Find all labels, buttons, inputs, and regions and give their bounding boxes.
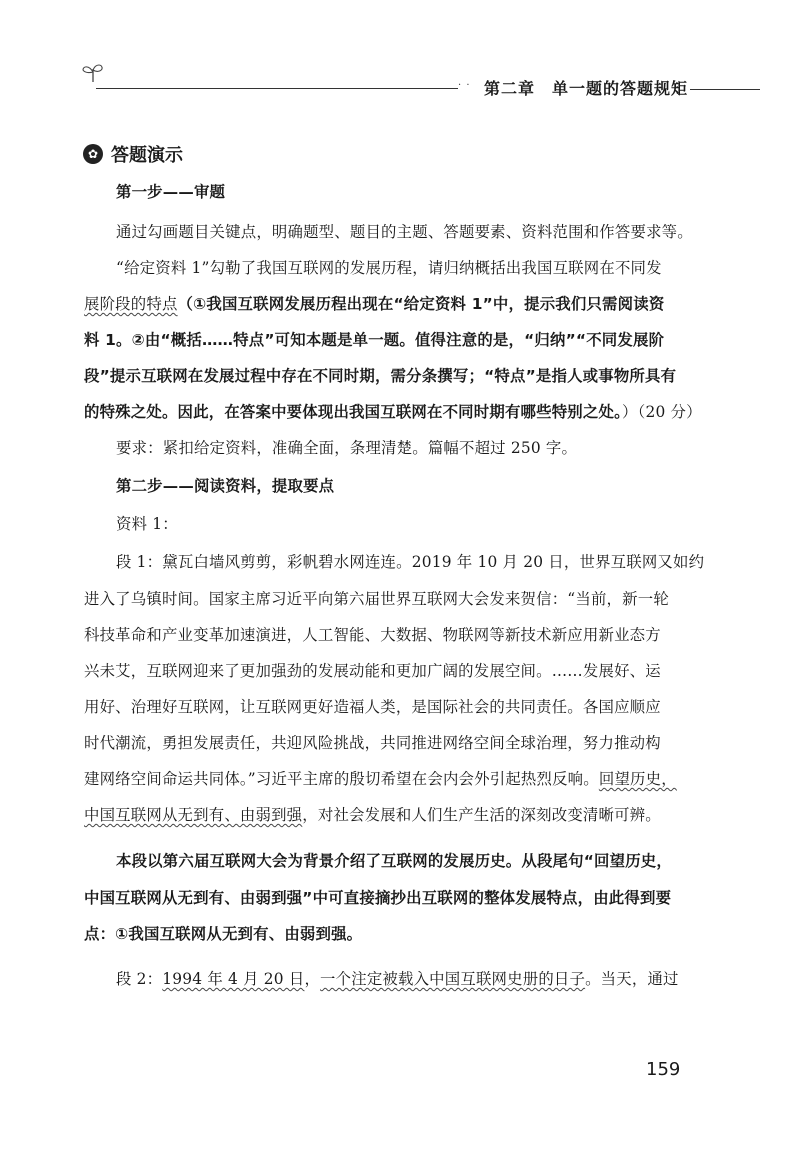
question-line-3: 料 1。②由“概括……特点”可知本题是单一题。值得注意的是，“归纳”“不同发展阶 bbox=[84, 331, 665, 349]
question-key-phrase: 展阶段的特点 bbox=[84, 295, 178, 313]
paragraph1-key-phrase: 回望历史， bbox=[598, 770, 677, 788]
question-line-4: 段”提示互联网在发展过程中存在不同时期，需分条撰写；“特点”是指人或事物所具有 bbox=[84, 367, 677, 385]
paragraph2-key-phrase: 一个注定被载入中国互联网史册的日子 bbox=[320, 970, 586, 988]
paragraph2-label: 段 2： bbox=[116, 970, 163, 988]
analysis1-line: 本段以第六届互联网大会为背景介绍了互联网的发展历史。从段尾句“回望历史， bbox=[116, 852, 672, 870]
paragraph1-line bbox=[84, 803, 661, 825]
sprout-logo-icon bbox=[80, 60, 106, 86]
question-note-end: 的特殊之处。因此，在答案中要体现出我国互联网在不同时期有哪些特别之处。 bbox=[84, 403, 622, 421]
paragraph1-line: 进入了乌镇时间。国家主席习近平向第六届世界互联网大会发来贺信：“当前，新一轮 bbox=[84, 590, 669, 608]
header-rule-left bbox=[96, 88, 458, 89]
header-dots: · · bbox=[458, 80, 471, 91]
analysis1-line: 点：①我国互联网从无到有、由弱到强。 bbox=[84, 925, 363, 943]
step2-title: 第二步——阅读资料，提取要点 bbox=[116, 477, 335, 495]
paragraph1-key-phrase: 中国互联网从无到有、由弱到强 bbox=[84, 806, 303, 824]
paragraph1-text: ，对社会发展和人们生产生活的深刻改变清晰可辨。 bbox=[302, 806, 661, 824]
chapter-title: 第二章 单一题的答题规矩 bbox=[484, 79, 689, 98]
paragraph1-line: 兴未艾，互联网迎来了更加强劲的发展动能和更加广阔的发展空间。……发展好、运 bbox=[84, 662, 661, 680]
material-label: 资料 1： bbox=[116, 515, 178, 533]
step1-title: 第一步——审题 bbox=[116, 183, 226, 201]
page-number: 159 bbox=[646, 1059, 681, 1080]
question-score: ）（20 分） bbox=[621, 403, 702, 421]
paragraph2-date: 1994 年 4 月 20 日 bbox=[162, 970, 305, 988]
paragraph1-text: 建网络空间命运共同体。”习近平主席的殷切希望在会内会外引起热烈反响。 bbox=[84, 770, 599, 788]
paragraph1-line bbox=[84, 767, 677, 789]
paragraph1-line: 科技革命和产业变革加速演进，人工智能、大数据、物联网等新技术新应用新业态方 bbox=[84, 626, 661, 644]
analysis1-line: 中国互联网从无到有、由弱到强”中可直接摘抄出互联网的整体发展特点，由此得到要 bbox=[84, 889, 672, 907]
paragraph1-line: 段 1：黛瓦白墙风剪剪，彩帆碧水网连连。2019 年 10 月 20 日，世界互联网又如约 bbox=[116, 553, 705, 571]
question-note: （①我国互联网发展历程出现在“给定资料 1”中，提示我们只需阅读资 bbox=[177, 295, 665, 313]
section-title: 答题演示 bbox=[111, 145, 183, 166]
requirement: 要求：紧扣给定资料，准确全面，条理清楚。篇幅不超过 250 字。 bbox=[116, 439, 578, 457]
paragraph2-text: 。当天，通过 bbox=[585, 970, 679, 988]
question-line-2 bbox=[84, 292, 664, 314]
question-line-1: “给定资料 1”勾勒了我国互联网的发展历程，请归纳概括出我国互联网在不同发 bbox=[116, 259, 662, 277]
paragraph2-comma: ， bbox=[304, 970, 321, 988]
paragraph2-line bbox=[116, 967, 679, 989]
paragraph1-line: 用好、治理好互联网，让互联网更好造福人类，是国际社会的共同责任。各国应顺应 bbox=[84, 698, 661, 716]
section-heading bbox=[83, 141, 183, 167]
question-line-5 bbox=[84, 400, 702, 422]
header-rule-right bbox=[690, 89, 760, 90]
flower-bullet-icon: ✿ bbox=[83, 144, 103, 164]
step1-intro: 通过勾画题目关键点，明确题型、题目的主题、答题要素、资料范围和作答要求等。 bbox=[116, 223, 693, 241]
paragraph1-line: 时代潮流，勇担发展责任，共迎风险挑战，共同推进网络空间全球治理，努力推动构 bbox=[84, 734, 661, 752]
